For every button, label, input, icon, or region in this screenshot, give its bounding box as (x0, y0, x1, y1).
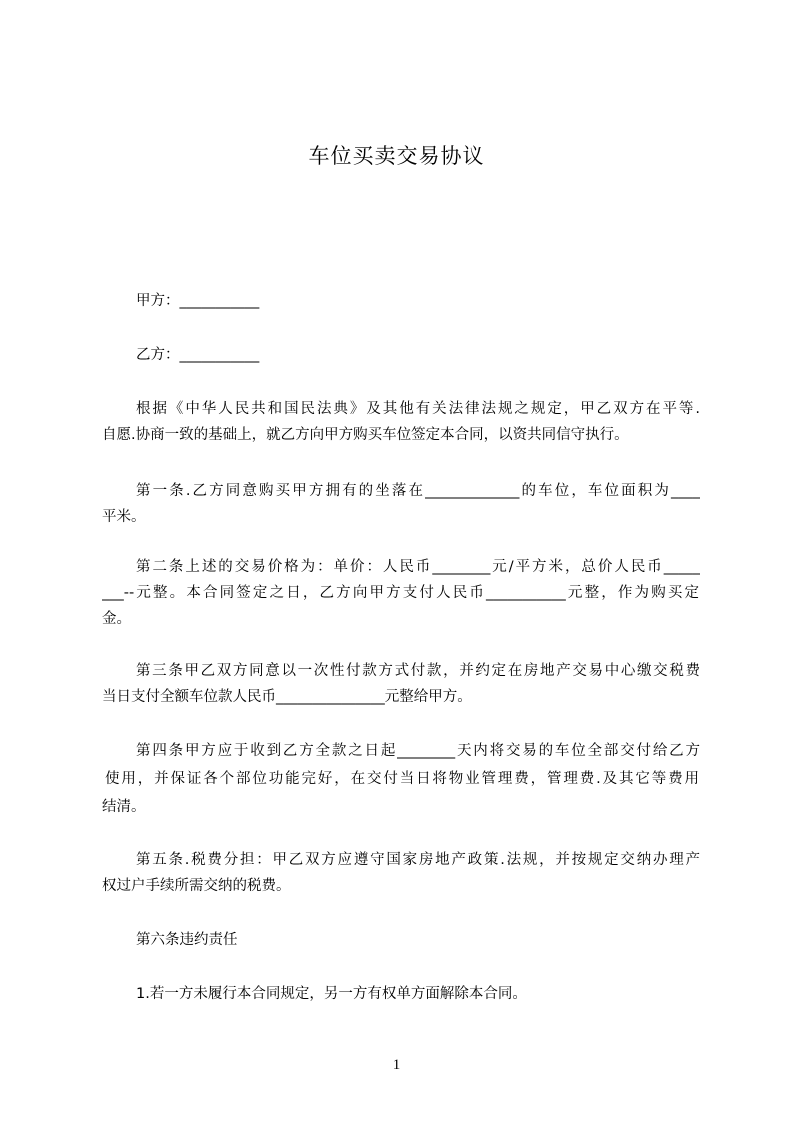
article1-line-2: 平米。 (102, 509, 146, 525)
article6-item-1: 1.若一方未履行本合同规定，另一方有权单方面解除本合同。 (136, 986, 527, 1002)
article5-line-2: 权过户手续所需交纳的税费。 (102, 878, 291, 894)
article1-line-1: 第一条.乙方同意购买甲方拥有的坐落在_____________的车位，车位面积为____ (136, 483, 700, 499)
page-number: 1 (392, 1057, 401, 1073)
article2-line-3: 金。 (102, 611, 131, 627)
preamble-line-2: 自愿.协商一致的基础上，就乙方向甲方购买车位签定本合同，以资共同信守执行。 (102, 427, 629, 443)
party-b-line: 乙方：___________ (136, 347, 260, 363)
article5-line-1: 第五条.税费分担：甲乙双方应遵守国家房地产政策.法规，并按规定交纳办理产 (136, 852, 700, 868)
article3-line-2: 当日支付全额车位款人民币_______________元整给甲方。 (102, 689, 472, 705)
article2-line-1: 第二条上述的交易价格为：单价：人民币________元/平方米，总价人民币_____ (136, 559, 700, 575)
preamble-line-1: 根据《中华人民共和国民法典》及其他有关法律法规之规定，甲乙双方在平等. (136, 401, 700, 417)
article4-line-3: 结清。 (102, 799, 146, 815)
article3-line-1: 第三条甲乙双方同意以一次性付款方式付款，并约定在房地产交易中心缴交税费 (136, 663, 700, 679)
party-a-line: 甲方：___________ (136, 293, 260, 309)
document-title: 车位买卖交易协议 (308, 144, 485, 168)
article6-heading: 第六条违约责任 (136, 932, 238, 948)
article4-line-2: 使用，并保证各个部位功能完好，在交付当日将物业管理费，管理费.及其它等费用 (105, 771, 699, 787)
article4-line-1: 第四条甲方应于收到乙方全款之日起________天内将交易的车位全部交付给乙方 (136, 743, 700, 759)
article2-line-2: ___--元整。本合同签定之日，乙方向甲方支付人民币___________元整，作为购买定 (102, 585, 699, 601)
